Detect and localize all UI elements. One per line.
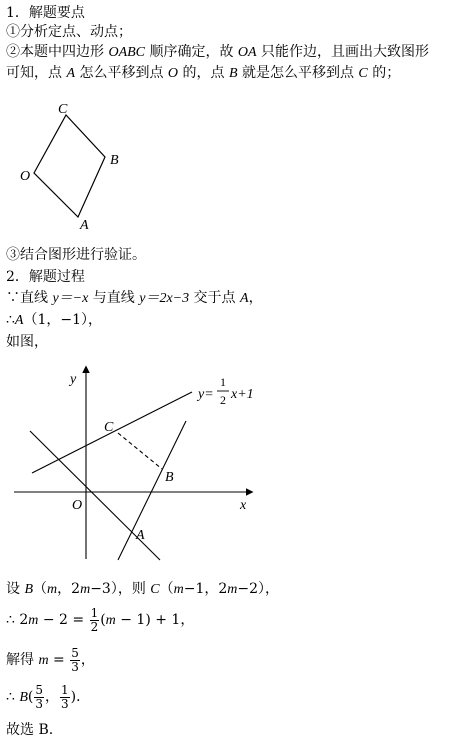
text: （ [33,581,48,597]
section2-line1 [6,289,263,308]
text: = [48,652,70,668]
point-B: B [19,690,28,705]
segment-name: OA [237,45,257,60]
point-A: A [14,313,24,328]
text: 设 [6,581,25,597]
line-y-2x-3 [118,421,186,560]
denominator: 3 [35,696,44,711]
text: 的； [367,65,401,81]
text: ， [248,290,263,306]
section1-item2-line2 [6,64,400,83]
text: −1，2 [183,581,228,597]
solution-line2 [6,605,194,636]
label-A: A [80,218,89,233]
label-point-B: B [165,470,174,485]
text: （1，−1）， [23,312,103,328]
point-A: A [66,66,76,81]
fraction-one-half [90,607,100,634]
text: 顺序确定，故 [145,44,238,60]
var-m: m [105,613,116,628]
label-point-A: A [136,528,145,543]
numerator: 5 [35,682,44,697]
solution-line4 [6,682,90,713]
text: −2）， [237,581,280,597]
var-m: m [227,582,238,597]
label-x-axis: x [240,498,247,513]
text: 就是怎么平移到点 [237,65,359,81]
point-C: C [150,582,160,597]
numerator: 5 [71,645,79,660]
text: ∴ [6,689,20,705]
text: − 2 = [38,612,89,628]
fraction-five-thirds [70,647,80,674]
section2-line3: 如图， [6,334,48,350]
var-m: m [47,582,58,597]
text: 解得 [6,652,39,668]
label-point-C: C [104,420,114,435]
equation-2: y＝2x−3 [139,291,190,306]
text: 可知，点 [6,65,67,81]
text: ∴ 2 [6,612,29,628]
point-A: A [240,291,249,306]
point-O: O [167,66,179,81]
text: )． [70,689,91,705]
text: − 1) + 1， [115,612,195,628]
section2-heading: 2．解题过程 [6,269,85,285]
var-m: m [28,613,39,628]
segment-CB-dashed [118,433,162,469]
text: 与直线 [88,290,140,306]
text: ( [100,612,106,628]
var-m: m [38,653,49,668]
text: ( [27,689,34,705]
section1-item2-line1 [6,43,429,62]
numerator: 1 [61,682,69,697]
solution-line1 [6,580,279,599]
var-m: m [80,582,91,597]
section1-item3: ③结合图形进行验证。 [6,247,146,263]
quadrilateral-OABC [34,115,105,217]
figure-coordinate-plane [0,355,280,575]
denominator: 2 [90,619,99,634]
label-O: O [20,169,31,184]
solution-answer: 故选 B. [6,722,54,738]
equation-denominator: 2 [220,393,226,407]
fraction-five-thirds [34,684,44,711]
text: 交于点 [189,290,241,306]
label-B: B [110,153,119,168]
point-B: B [24,582,34,597]
figure-quadrilateral [10,95,140,235]
equation-1: y＝−x [52,291,89,306]
section1-item1: ①分析定点、动点； [6,24,132,40]
text: 怎么平移到点 [75,65,168,81]
point-B: B [228,66,238,81]
label-y-axis: y [70,372,77,387]
text: −3），则 [90,581,151,597]
equation-numerator: 1 [220,375,226,389]
shape-name: OABC [108,45,146,60]
text: ， [45,689,60,705]
solution-line3 [6,645,95,676]
denominator: 3 [61,696,69,711]
label-origin-O: O [72,498,83,513]
section1-heading: 1．解题要点 [6,5,85,21]
denominator: 3 [71,659,79,674]
text: ，2 [57,581,81,597]
label-C: C [58,102,68,117]
text: ②本题中四边形 [6,44,109,60]
equation-rhs: x+1 [231,387,254,402]
text: ∴ [6,312,15,328]
point-C: C [358,66,368,81]
text: 只能作边，且画出大致图形 [256,44,430,60]
equation-lhs: y= [198,387,214,402]
numerator: 1 [90,605,99,620]
text: （ [159,581,174,597]
text: ， [80,652,95,668]
var-m: m [173,582,184,597]
section2-line2 [6,311,102,330]
text: 的，点 [178,65,229,81]
fraction-one-third [60,684,70,711]
text: ∵直线 [6,290,53,306]
